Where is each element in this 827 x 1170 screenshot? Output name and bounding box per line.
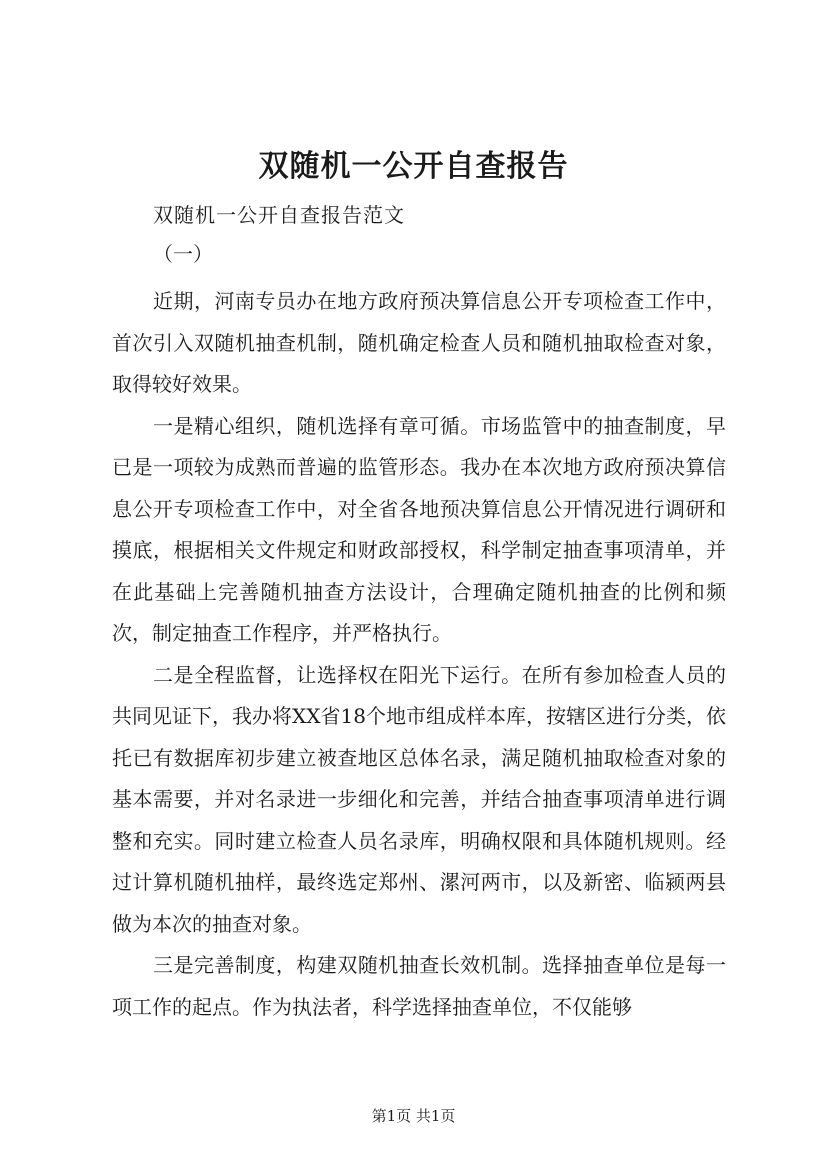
paragraph-point-three: 三是完善制度，构建双随机抽查长效机制。选择抽查单位是每一项工作的起点。作为执法者，科学选择抽查单位，不仅能够 xyxy=(112,953,726,1019)
page-footer: 第1页 共1页 xyxy=(371,1107,456,1125)
document-subtitle: 双随机一公开自查报告范文 xyxy=(153,203,405,227)
section-marker: （一） xyxy=(153,242,213,266)
paragraph-intro: 近期，河南专员办在地方政府预决算信息公开专项检查工作中，首次引入双随机抽查机制，随机确定检查人员和随机抽取检查对象，取得较好效果。 xyxy=(112,289,726,396)
paragraph-point-one: 一是精心组织，随机选择有章可循。市场监管中的抽查制度，早已是一项较为成熟而普遍的监管形态。我办在本次地方政府预决算信息公开专项检查工作中，对全省各地预决算信息公开情况进行调研和摸底，根据相关文件规定和财政部授权，科学制定抽查事项清单，并在此基础上完善随机抽查方法设计，合理确定随机抽查的比例和频次，制定抽查工作程序，并严格执行。 xyxy=(112,413,726,645)
document-title: 双随机一公开自查报告 xyxy=(258,149,569,184)
paragraph-point-two: 二是全程监督，让选择权在阳光下运行。在所有参加检查人员的共同见证下，我办将XX省18个地市组成样本库，按辖区进行分类，依托已有数据库初步建立被查地区总体名录，满足随机抽取检查对象的基本需要，并对名录进一步细化和完善，并结合抽查事项清单进行调整和充实。同时建立检查人员名录库，明确权限和具体随机规则。经过计算机随机抽样，最终选定郑州、漯河两市，以及新密、临颍两县做为本次的抽查对象。 xyxy=(112,662,726,936)
document-body xyxy=(112,281,726,1028)
